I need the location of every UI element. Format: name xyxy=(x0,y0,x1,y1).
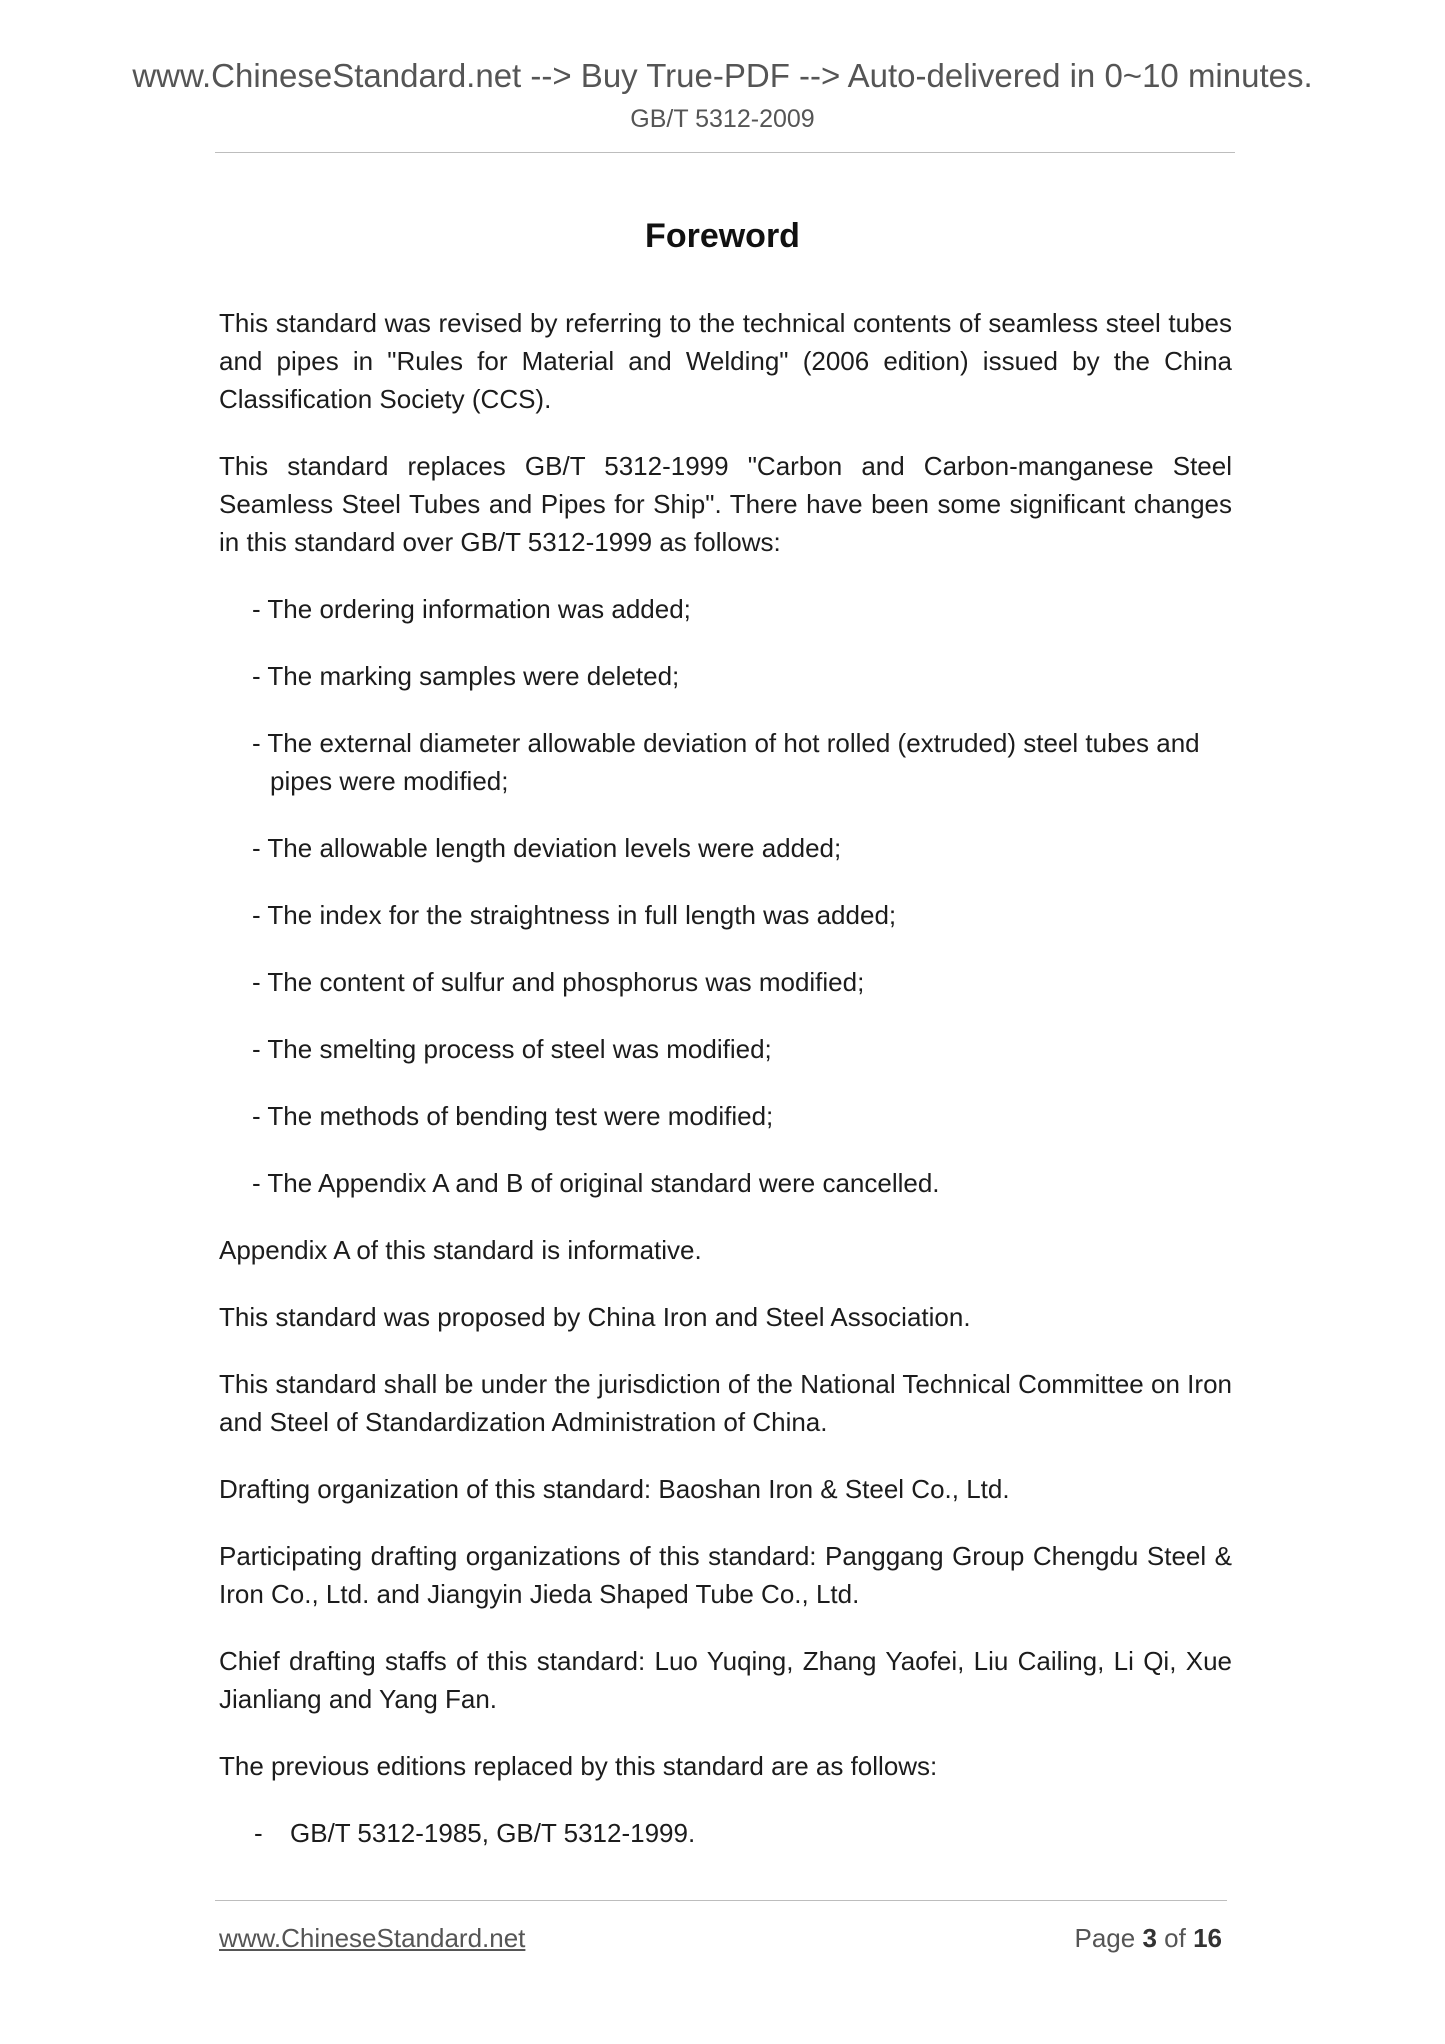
footer-divider xyxy=(215,1900,1227,1901)
footer-website-link[interactable]: www.ChineseStandard.net xyxy=(219,1923,526,1953)
paragraph-appendix: Appendix A of this standard is informative. xyxy=(219,1235,702,1265)
paragraph-proposed-by: This standard was proposed by China Iron and Steel Association. xyxy=(219,1302,971,1332)
previous-editions-list: GB/T 5312-1985, GB/T 5312-1999. xyxy=(290,1818,696,1848)
change-item: - The index for the straightness in full length was added; xyxy=(252,900,897,930)
change-item: - The marking samples were deleted; xyxy=(252,661,680,691)
paragraph-drafting-organization: Drafting organization of this standard: Baoshan Iron & Steel Co., Ltd. xyxy=(219,1474,1010,1504)
header-banner: www.ChineseStandard.net --> Buy True-PDF --> Auto-delivered in 0~10 minutes. xyxy=(132,57,1313,94)
change-item: - The external diameter allowable deviation of hot rolled (extruded) steel tubes and pipes were modified; xyxy=(252,728,1200,796)
paragraph-participating-organizations: Participating drafting organizations of this standard: Panggang Group Chengdu Steel & Iron Co., Ltd. and Jiangyin Jieda Shaped Tube Co., Ltd. xyxy=(219,1541,1232,1609)
paragraph-replacement: This standard replaces GB/T 5312-1999 "Carbon and Carbon-manganese Steel Seamless Steel Tubes and Pipes for Ship". There have been some significant changes in this standard over GB/T 5312-1999 as follows: xyxy=(219,451,1232,557)
change-item: - The ordering information was added; xyxy=(252,594,691,624)
standard-code: GB/T 5312-2009 xyxy=(630,105,815,133)
change-item: - The content of sulfur and phosphorus was modified; xyxy=(252,967,865,997)
paragraph-previous-editions-intro: The previous editions replaced by this standard are as follows: xyxy=(219,1751,938,1781)
previous-editions-item xyxy=(219,1814,1232,1852)
document-body xyxy=(219,304,1232,1881)
change-item: - The allowable length deviation levels were added; xyxy=(252,833,842,863)
page-total: 16 xyxy=(1193,1923,1222,1953)
paragraph-revision-basis: This standard was revised by referring to the technical contents of seamless steel tubes and pipes in "Rules for Material and Welding" (2006 edition) issued by the China Classification Society (CCS). xyxy=(219,308,1232,414)
paragraph-jurisdiction: This standard shall be under the jurisdiction of the National Technical Committee on Iron and Steel of Standardization Administration of China. xyxy=(219,1369,1232,1437)
list-dash: - xyxy=(254,1818,263,1848)
page-number xyxy=(1074,1922,1222,1954)
page-current: 3 xyxy=(1142,1923,1157,1953)
page-prefix: Page xyxy=(1074,1923,1136,1953)
change-item: - The Appendix A and B of original standard were cancelled. xyxy=(252,1168,940,1198)
page-of: of xyxy=(1164,1923,1186,1953)
header-divider xyxy=(215,152,1235,153)
change-item: - The smelting process of steel was modified; xyxy=(252,1034,772,1064)
change-item: - The methods of bending test were modified; xyxy=(252,1101,774,1131)
paragraph-chief-drafting-staffs: Chief drafting staffs of this standard: Luo Yuqing, Zhang Yaofei, Liu Cailing, Li Qi, Xue Jianliang and Yang Fan. xyxy=(219,1646,1232,1714)
page-title: Foreword xyxy=(645,217,800,255)
